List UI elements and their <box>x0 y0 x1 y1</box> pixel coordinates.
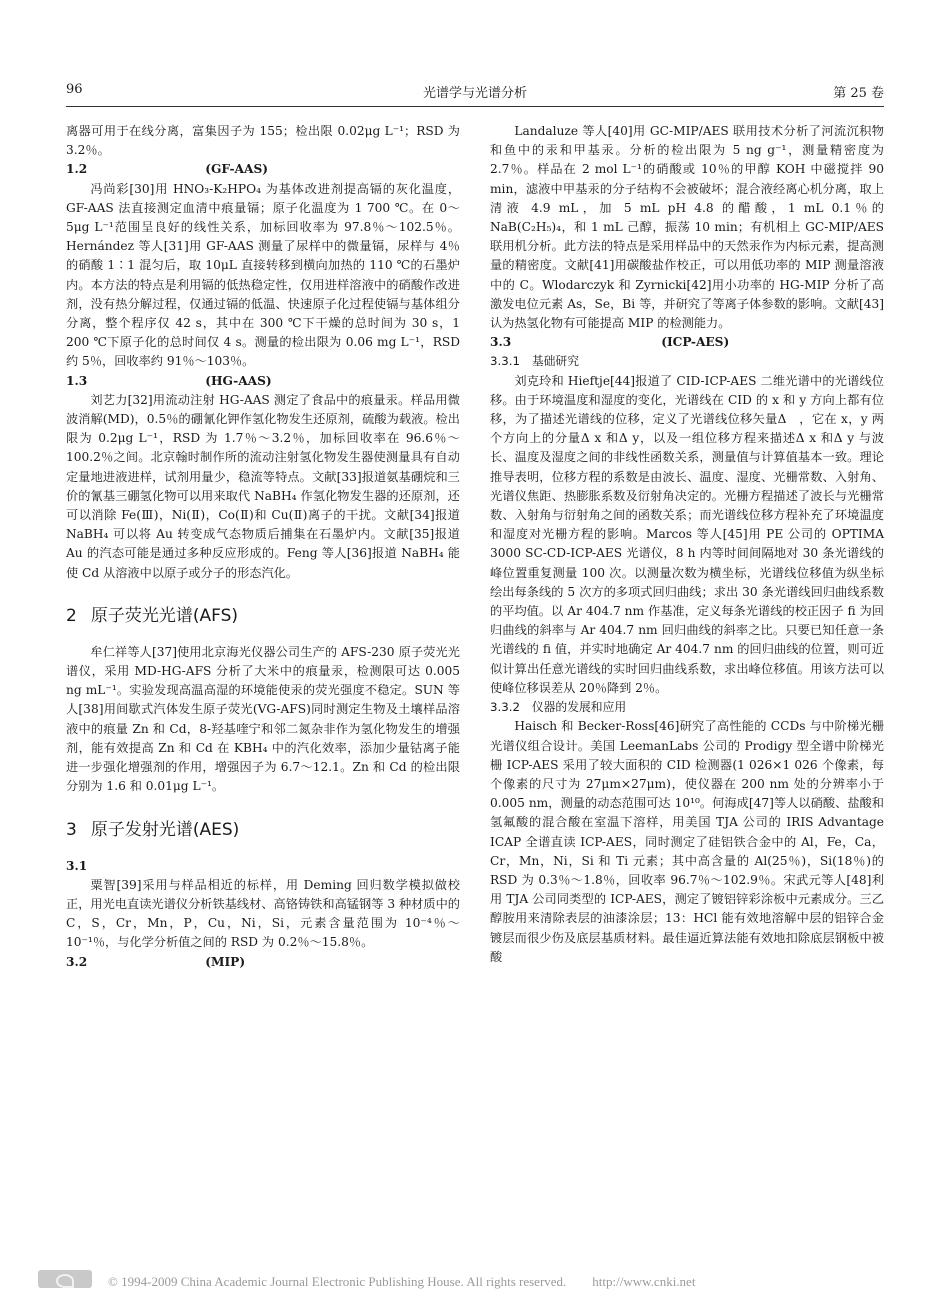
subsection-heading-1-3 <box>66 372 460 391</box>
heading-number: 3.3 <box>490 335 512 350</box>
section-number: 2 <box>66 605 77 626</box>
paragraph: 冯尚彩[30]用 HNO₃-K₂HPO₄ 为基体改进剂提高镉的灰化温度，GF-AAS 法直接测定血清中痕量镉；原子化温度为 1 700 ℃。在 0～5μg L⁻¹范围呈良好的线性关系，加标回收率为 97.8％～102.5％。Hernández 等人[31]用 GF-AAS 测量了尿样中的微量镉，尿样与 4％的硝酸 1∶1 混匀后，取 10μL 直接转移到横向加热的 110 ℃的石墨炉内。本方法的特点是利用镉的低热稳定性，仅用进样溶液中的硝酸作改进剂，没有热分解过程，仅通过镉的低温、快速原子化过程使镉与基体组分分离，整个程序仅 42 s，其中在 300 ℃下干燥的总时间为 30 s，1 200 ℃下原子化的总时间仅 4 s。测量的检出限为 0.06 mg L⁻¹，RSD 约 5％，回收率约 91％～103％。 <box>66 181 460 369</box>
subsubsection-heading-3-3-2: 3.3.2 仪器的发展和应用 <box>490 700 627 715</box>
copyright-text: © 1994-2009 China Academic Journal Electronic Publishing House. All rights reserved. http://www.cnki.net <box>108 1274 696 1289</box>
publisher-logo-icon <box>38 1270 92 1288</box>
heading-title: (HG-AAS) <box>205 373 272 388</box>
page-number: 96 <box>66 82 83 97</box>
paragraph: 刘艺力[32]用流动注射 HG-AAS 测定了食品中的痕量汞。样品用微波消解(MD)，0.5％的硼氰化钾作氢化物发生还原剂，硫酸为载液。检出限为 0.2μg L⁻¹，RSD 为 1.7％～3.2％，加标回收率在 96.6％～100.2％之间。北京翰时制作所的流动注射氢化物发生器使测量具有自动定量地进液进样，试剂用量少，稳流等特点。文献[33]报道氨基硼烷和三价的氰基三硼氢化物可以用来取代 NaBH₄ 作氢化物发生器的还原剂，还可以消除 Fe(Ⅲ)，Ni(Ⅱ)，Co(Ⅱ)和 Cu(Ⅱ)离子的干扰。文献[34]报道 NaBH₄ 可以将 Au 转变成气态物质后捕集在石墨炉内。文献[35]报道 Au 的汽态可能是通过多种反应形成的。Feng 等人[36]报道 NaBH₄ 能使 Cd 从溶液中以原子或分子的形态汽化。 <box>66 392 460 580</box>
section-title: 原子荧光光谱(AFS) <box>90 605 238 626</box>
right-column <box>490 122 884 967</box>
copyright-footer <box>38 1268 918 1292</box>
subsection-heading-3-2 <box>66 953 460 972</box>
heading-number: 1.3 <box>66 373 88 388</box>
section-number: 3 <box>66 819 77 840</box>
journal-title: 光谱学与光谱分析 <box>422 86 527 101</box>
section-title: 原子发射光谱(AES) <box>90 819 240 840</box>
subsection-heading-1-2 <box>66 160 460 179</box>
section-heading-3 <box>66 819 460 841</box>
paragraph: 牟仁祥等人[37]使用北京海光仪器公司生产的 AFS-230 原子荧光光谱仪，采用 MD-HG-AFS 分析了大米中的痕量汞，检测限可达 0.005 ng mL⁻¹。实验发现高温高湿的环境能使汞的荧光强度不稳定。SUN 等人[38]用间歇式汽体发生原子荧光(VG-AFS)同时测定生物及土壤样品溶液中的痕量 Zn 和 Cd，8-羟基喹宁和邻二氮杂非作为氢化物发生的增强剂，能有效提高 Zn 和 Cd 在 KBH₄ 中的汽化效率，添加少量钴离子能进一步强化增强剂的作用，增强因子为 6.7～12.1。Zn 和 Cd 的检出限分别为 1.6 和 0.01μg L⁻¹。 <box>66 644 460 794</box>
subsection-heading-3-3 <box>490 333 884 352</box>
paragraph: 离器可用于在线分离，富集因子为 155；检出限 0.02μg L⁻¹；RSD 为 3.2％。 <box>66 124 460 158</box>
paragraph: 刘克玲和 Hieftje[44]报道了 CID-ICP-AES 二维光谱中的光谱线位移。由于环境温度和湿度的变化，光谱线在 CID 的 x 和 y 方向上都有位移，为了描述光谱线的位移，定义了光谱线位移矢量Δ ，它在 x，y 两个方向上的分量Δ x 和Δ y，以及一组位移方程来描述Δ x 和Δ y 与波长、温度及湿度之间的非线性函数关系，测量值与计算值基本一致。理论推导表明，位移方程的系数是由波长、温度、湿度、光栅常数、入射角、光谱仪焦距、热膨胀系数及衍射角决定的。光栅方程描述了波长与光栅常数、入射角与衍射角之间的函数关系；而光谱线位移方程补充了环境温度和湿度对光栅方程的影响。Marcos 等人[45]用 PE 公司的 OPTIMA 3000 SC-CD-ICP-AES 光谱仪，8 h 内等时间间隔地对 30 条光谱线的峰位置重复测量 100 次。以测量次数为横坐标，光谱线位移值为纵坐标绘出每条线的 5 次方的多项式回归曲线；求出 30 条光谱线回归曲线系数的平均值。以 Ar 404.7 nm 作基准，定义每条光谱线的校正因子 fi 为回归曲线的斜率与 Ar 404.7 nm 回归曲线的斜率之比。只要已知任意一条光谱线的 fi 值，并实时地确定 Ar 404.7 nm 的回归曲线的位置，则可近似计算出任意光谱线的实时回归曲线系数，求出峰位移值。用该方法可以使峰位移误差从 20％降到 2％。 <box>490 373 884 695</box>
paragraph: Landaluze 等人[40]用 GC-MIP/AES 联用技术分析了河流沉积物和鱼中的汞和甲基汞。分析的检出限为 5 ng g⁻¹，测量精密度为 2.7％。样品在 2 mol L⁻¹的硝酸或 10％的甲醇 KOH 中磁搅拌 90 min，滤液中甲基汞的分子结构不会被破坏；混合液经离心机分离，取上清液 4.9 mL，加 5 mL pH 4.8 的醋酸，1 mL 0.1％的 NaB(C₂H₅)₄，和 1 mL 己醇，振荡 10 min；有机相上 GC-MIP/AES 联用机分析。此方法的特点是采用样品中的天然汞作为内标元素，提高测量的精密度。文献[41]用碳酸盐作校正，可以用低功率的 MIP 测量溶液中的 C。Wlodarczyk 和 Zyrnicki[42]用小功率的 HG-MIP 分析了高激发电位元素 As，Se，Bi 等，并研究了等离子体参数的影响。文献[43]认为热氢化物有可能提高 MIP 的检测能力。 <box>490 124 884 331</box>
paragraph: 粟智[39]采用与样品相近的标样，用 Deming 回归数学模拟做校正，用光电直读光谱仪分析铁基线材、高铬铸铁和高锰钢等 3 种材质中的 C，S，Cr，Mn，P，Cu，Ni，Si，元素含量范围为 10⁻⁴％～10⁻¹％，与化学分析值之间的 RSD 为 0.2％～15.8％。 <box>66 877 460 950</box>
paragraph: Haisch 和 Becker-Ross[46]研究了高性能的 CCDs 与中阶梯光栅光谱仪组合设计。美国 LeemanLabs 公司的 Prodigy 型全谱中阶梯光栅 ICP-AES 采用了较大面积的 CID 检测器(1 026×1 026 个像素，每个像素的尺寸为 27μm×27μm)，使仪器在 200 nm 处的分辨率小于 0.005 nm，测量的动态范围可达 10¹⁰。何海成[47]等人以硝酸、盐酸和氢氟酸的混合酸在室温下溶样，用美国 TJA 公司的 IRIS Advantage ICAP 全谱直读 ICP-AES，同时测定了硅铝铁合金中的 Al，Fe，Ca，Cr，Mn，Ni，Si 和 Ti 元素；其中高含量的 Al(25％)，Si(18％)的 RSD 为 0.3％～1.8％，回收率 96.7％～102.9％。宋武元等人[48]利用 TJA 公司同类型的 ICP-AES，测定了镀铝锌彩涂板中元素成分。三乙醇胺用来清除表层的油漆涂层；13：HCl 能有效地溶解中层的铝锌合金镀层而很少伤及底层基质材料。最佳逼近算法能有效地扣除底层钢板中被酸 <box>490 719 884 964</box>
heading-title: (GF-AAS) <box>205 162 269 177</box>
heading-title: (ICP-AES) <box>661 335 730 350</box>
section-heading-2 <box>66 605 460 627</box>
heading-number: 1.2 <box>66 162 88 177</box>
heading-number: 3.2 <box>66 954 88 969</box>
header-rule <box>66 106 884 107</box>
left-column <box>66 122 460 972</box>
heading-title: (MIP) <box>205 954 246 969</box>
subsection-heading-3-1: 3.1 <box>66 858 88 873</box>
running-header <box>66 78 884 104</box>
volume-label: 第 25 卷 <box>833 86 884 101</box>
subsubsection-heading-3-3-1: 3.3.1 基础研究 <box>490 354 580 369</box>
